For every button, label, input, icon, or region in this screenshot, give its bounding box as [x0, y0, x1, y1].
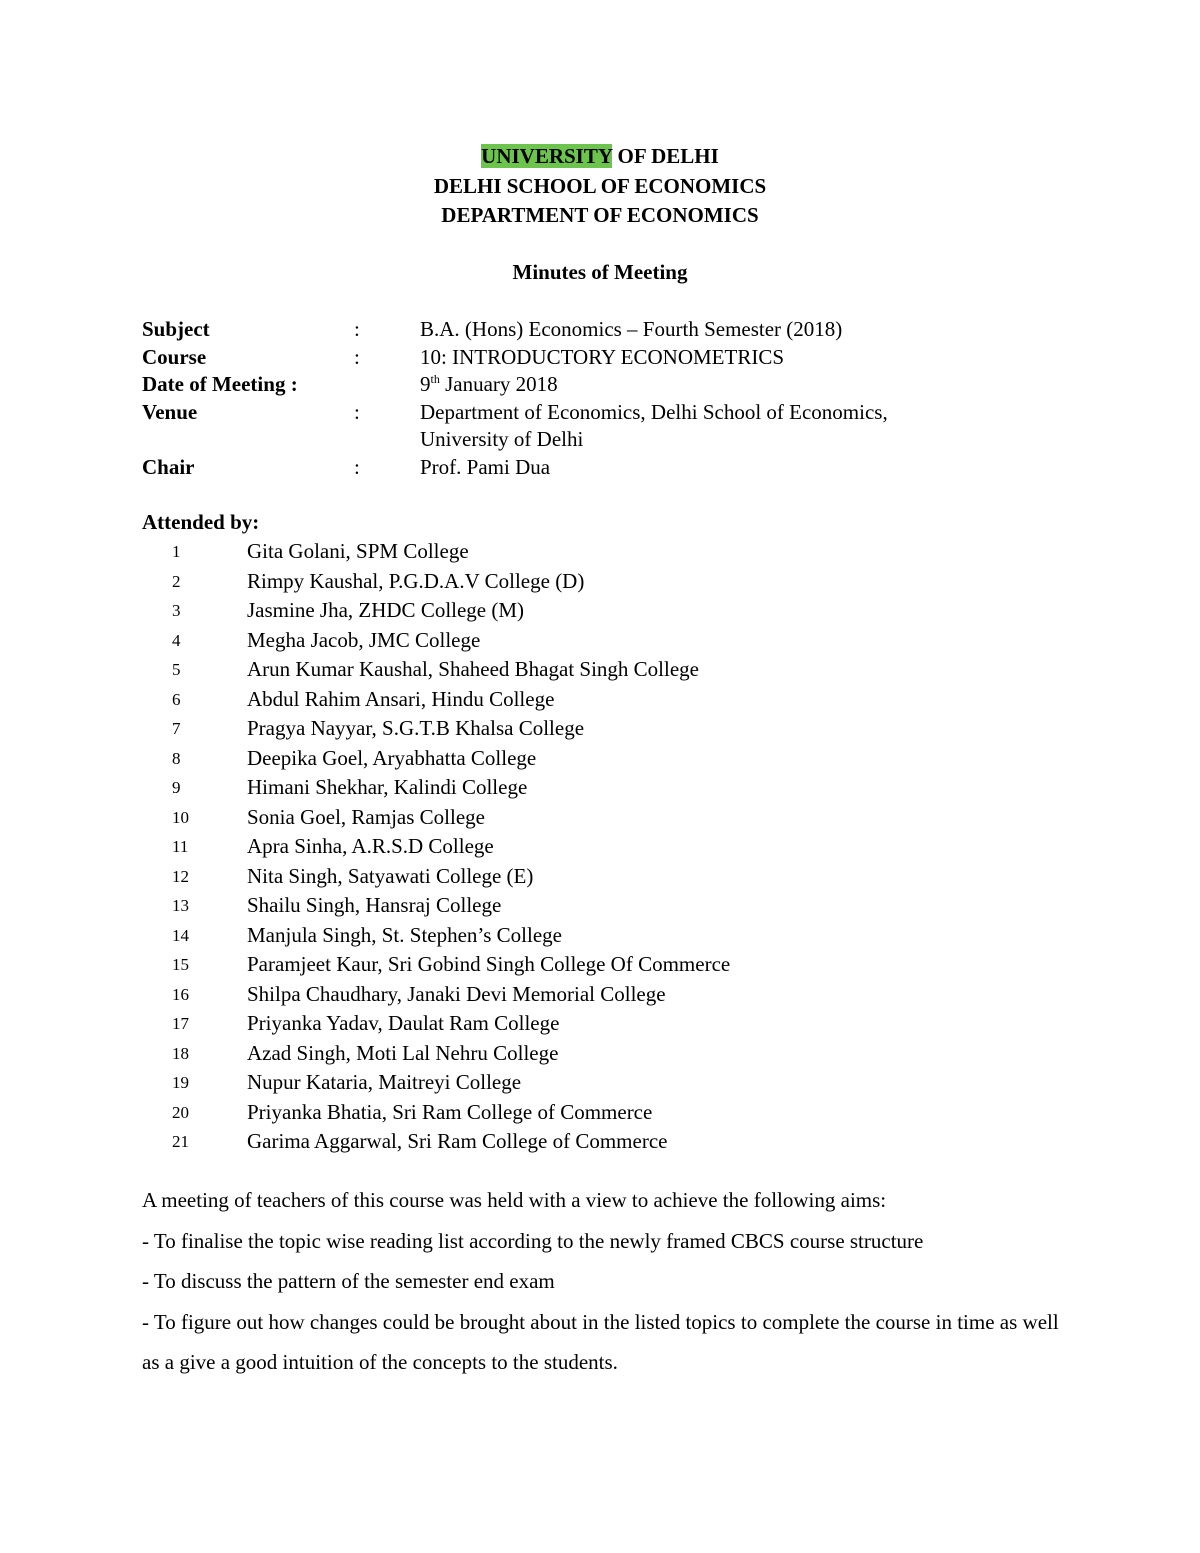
venue-row [142, 399, 1062, 454]
chair-value: Prof. Pami Dua [420, 454, 551, 479]
attendee-item [142, 685, 1042, 715]
aim-item: - To discuss the pattern of the semester end exam [142, 1269, 555, 1294]
attendee-item [142, 567, 1042, 597]
attendee-item [142, 891, 1042, 921]
attendee-list [142, 537, 1042, 1157]
attendee-number: 14 [172, 925, 189, 945]
attendee-item [142, 626, 1042, 656]
attendee-name: Apra Sinha, A.R.S.D College [247, 834, 494, 858]
attendee-name: Arun Kumar Kaushal, Shaheed Bhagat Singh College [247, 657, 699, 681]
date-label: Date of Meeting : [142, 372, 298, 396]
attendee-item [142, 744, 1042, 774]
course-label: Course [142, 344, 207, 369]
attendee-name: Himani Shekhar, Kalindi College [247, 775, 528, 799]
attendee-name: Priyanka Bhatia, Sri Ram College of Commerce [247, 1099, 653, 1124]
attendee-name: Deepika Goel, Aryabhatta College [247, 745, 537, 770]
attendee-number: 8 [172, 748, 181, 768]
attendee-item [142, 803, 1042, 833]
chair-colon: : [354, 454, 360, 479]
attended-heading: Attended by: [142, 510, 260, 534]
attendee-number: 15 [172, 955, 189, 974]
header-school: DELHI SCHOOL OF ECONOMICS [433, 173, 767, 198]
venue-value: Department of Economics, Delhi School of Economics, University of Delhi [420, 399, 888, 451]
document-header [0, 142, 1200, 231]
attendee-number: 10 [172, 807, 189, 827]
attendee-number: 18 [172, 1043, 189, 1063]
attendee-name: Abdul Rahim Ansari, Hindu College [247, 686, 555, 711]
attendee-item [142, 655, 1042, 685]
attendee-number: 20 [172, 1102, 189, 1122]
attendee-item [142, 537, 1042, 567]
header-university [0, 142, 1200, 172]
attendee-name: Megha Jacob, JMC College [247, 627, 481, 652]
page-title: Minutes of Meeting [512, 260, 688, 284]
attendee-item [142, 1039, 1042, 1069]
date-day-suffix: th [430, 372, 440, 386]
attendee-item [142, 950, 1042, 980]
attendee-item [142, 921, 1042, 951]
attendee-item [142, 596, 1042, 626]
attendee-item [142, 980, 1042, 1010]
attendee-name: Shilpa Chaudhary, Janaki Devi Memorial College [247, 981, 666, 1006]
attendee-number: 6 [172, 689, 181, 709]
venue-label: Venue [142, 399, 198, 424]
highlighted-word: UNIVERSITY [481, 144, 613, 168]
date-row [142, 371, 1062, 399]
chair-label: Chair [142, 454, 195, 479]
attendee-item [142, 1009, 1042, 1039]
attendee-number: 12 [172, 866, 189, 886]
attendee-number: 19 [172, 1073, 189, 1092]
date-value [420, 371, 1040, 399]
aim-item: - To finalise the topic wise reading list according to the newly framed CBCS course structure [142, 1228, 924, 1253]
attendee-name: Sonia Goel, Ramjas College [247, 804, 485, 829]
course-value: 10: INTRODUCTORY ECONOMETRICS [420, 344, 785, 369]
attendee-item [142, 714, 1042, 744]
meeting-details [142, 316, 1062, 481]
attendee-item [142, 773, 1042, 803]
attendee-name: Garima Aggarwal, Sri Ram College of Commerce [247, 1129, 668, 1153]
attendee-number: 11 [172, 837, 189, 856]
attendee-item [142, 1098, 1042, 1128]
aims-intro: A meeting of teachers of this course was held with a view to achieve the following aims: [142, 1188, 887, 1212]
attendee-number: 7 [172, 719, 181, 738]
subject-colon: : [354, 317, 360, 341]
attendee-item [142, 832, 1042, 862]
attendee-name: Pragya Nayyar, S.G.T.B Khalsa College [247, 716, 585, 740]
chair-row [142, 454, 1062, 482]
attendee-name: Paramjeet Kaur, Sri Gobind Singh College Of Commerce [247, 952, 731, 976]
date-day: 9 [420, 372, 431, 396]
attendee-name: Azad Singh, Moti Lal Nehru College [247, 1040, 559, 1065]
date-month-year: January 2018 [439, 372, 558, 396]
attendee-name: Shailu Singh, Hansraj College [247, 893, 502, 917]
attendee-name: Rimpy Kaushal, P.G.D.A.V College (D) [247, 568, 585, 593]
attendee-item [142, 862, 1042, 892]
attendee-number: 16 [172, 984, 189, 1004]
attendee-name: Nita Singh, Satyawati College (E) [247, 863, 534, 888]
attendee-number: 21 [172, 1132, 189, 1151]
course-row [142, 344, 1062, 372]
attendee-number: 2 [172, 571, 181, 591]
venue-colon: : [354, 399, 360, 424]
attendee-item [142, 1068, 1042, 1098]
attendee-name: Nupur Kataria, Maitreyi College [247, 1070, 522, 1094]
attendee-number: 5 [172, 660, 181, 679]
attendee-number: 17 [172, 1014, 189, 1033]
attendee-number: 13 [172, 896, 189, 915]
attendee-item [142, 1127, 1042, 1157]
attendee-number: 9 [172, 778, 181, 797]
attendee-name: Gita Golani, SPM College [247, 539, 469, 563]
subject-row [142, 316, 1062, 344]
header-university-rest: OF DELHI [612, 144, 719, 168]
aim-item: - To figure out how changes could be brought about in the listed topics to complete the course in time as well as a give a good intuition of the concepts to the students. [142, 1309, 1059, 1375]
attendee-number: 1 [172, 542, 181, 561]
meeting-aims [142, 1180, 1072, 1383]
attendee-name: Jasmine Jha, ZHDC College (M) [247, 598, 525, 622]
attendee-name: Manjula Singh, St. Stephen’s College [247, 922, 562, 947]
attendee-number: 3 [172, 601, 181, 620]
course-colon: : [354, 344, 360, 369]
attendee-number: 4 [172, 630, 181, 650]
subject-label: Subject [142, 317, 210, 341]
subject-value: B.A. (Hons) Economics – Fourth Semester (2018) [420, 317, 843, 341]
attendee-name: Priyanka Yadav, Daulat Ram College [247, 1011, 560, 1035]
header-department: DEPARTMENT OF ECONOMICS [441, 203, 759, 227]
